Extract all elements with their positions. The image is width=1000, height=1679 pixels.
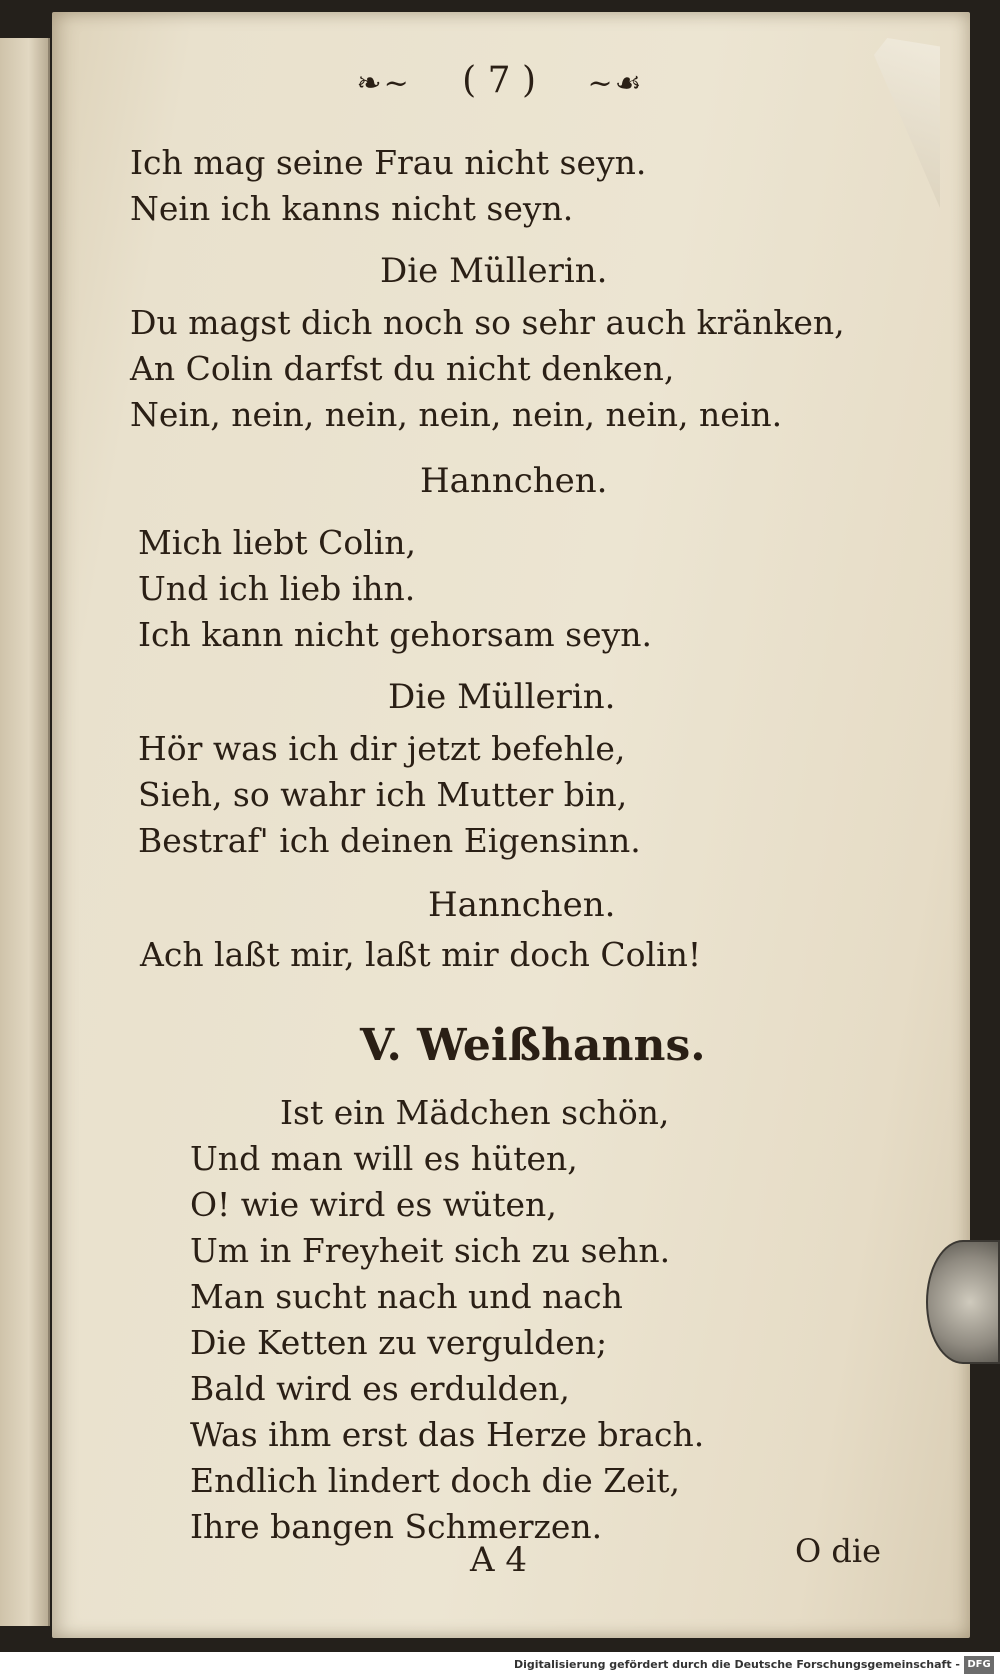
verse-line: Endlich lindert doch die Zeit, [190,1461,681,1500]
funding-credit: Digitalisierung gefördert durch die Deutsche Forschungsgemeinschaft - [513,1658,960,1671]
verse-line: Und ich lieb ihn. [138,569,416,608]
verse-line: Ist ein Mädchen schön, [280,1093,670,1132]
verse-line: Ihre bangen Schmerzen. [190,1507,603,1546]
verse-line: Hör was ich dir jetzt befehle, [138,729,626,768]
verse-line: Und man will es hüten, [190,1139,578,1178]
speaker-name: Die Müllerin. [388,677,616,717]
verse-line: Du magst dich noch so sehr auch kränken, [130,303,845,342]
speaker-name: Hannchen. [428,885,616,925]
verse-line: Nein ich kanns nicht seyn. [130,189,574,228]
speaker-name: Hannchen. [420,461,608,501]
verse-section-muellerin-1 [130,300,845,438]
song-title: V. Weißhanns. [360,1020,706,1071]
verse-line: Bald wird es erdulden, [190,1369,570,1408]
verse-line: Man sucht nach und nach [190,1277,623,1316]
verse-line: Die Ketten zu vergulden; [190,1323,608,1362]
verse-line: Bestraf' ich deinen Eigensinn. [138,821,641,860]
verse-line: Ich mag seine Frau nicht seyn. [130,143,647,182]
verse-line: Was ihm erst das Herze brach. [190,1415,705,1454]
ornament-right-icon: ~☙ [587,65,644,101]
verse-line: O! wie wird es wüten, [190,1185,557,1224]
verse-section-hannchen-1 [138,520,652,658]
dfg-logo: DFG [964,1656,994,1674]
page-header [0,60,1000,101]
verse-line: Nein, nein, nein, nein, nein, nein, nein. [130,395,783,434]
signature-mark: A 4 [470,1540,527,1580]
verse-line: Sieh, so wahr ich Mutter bin, [138,775,628,814]
verse-section-1 [130,140,646,232]
verse-line: Ich kann nicht gehorsam seyn. [138,615,653,654]
left-page-edge [0,38,50,1626]
verse-line: An Colin darfst du nicht denken, [130,349,675,388]
verse-line: Um in Freyheit sich zu sehn. [190,1231,671,1270]
ornament-left-icon: ❧~ [356,65,411,101]
verse-section-song-5 [190,1090,704,1550]
page-clip [926,1240,1000,1364]
verse-line: Ach laßt mir, laßt mir doch Colin! [140,935,702,974]
verse-line: Mich liebt Colin, [138,523,417,562]
verse-section-muellerin-2 [138,726,641,864]
catchword: O die [795,1532,882,1570]
speaker-name: Die Müllerin. [380,251,608,291]
verse-section-hannchen-2 [140,932,701,978]
credit-bar [0,1652,1000,1679]
page-number: ( 7 ) [462,60,537,101]
